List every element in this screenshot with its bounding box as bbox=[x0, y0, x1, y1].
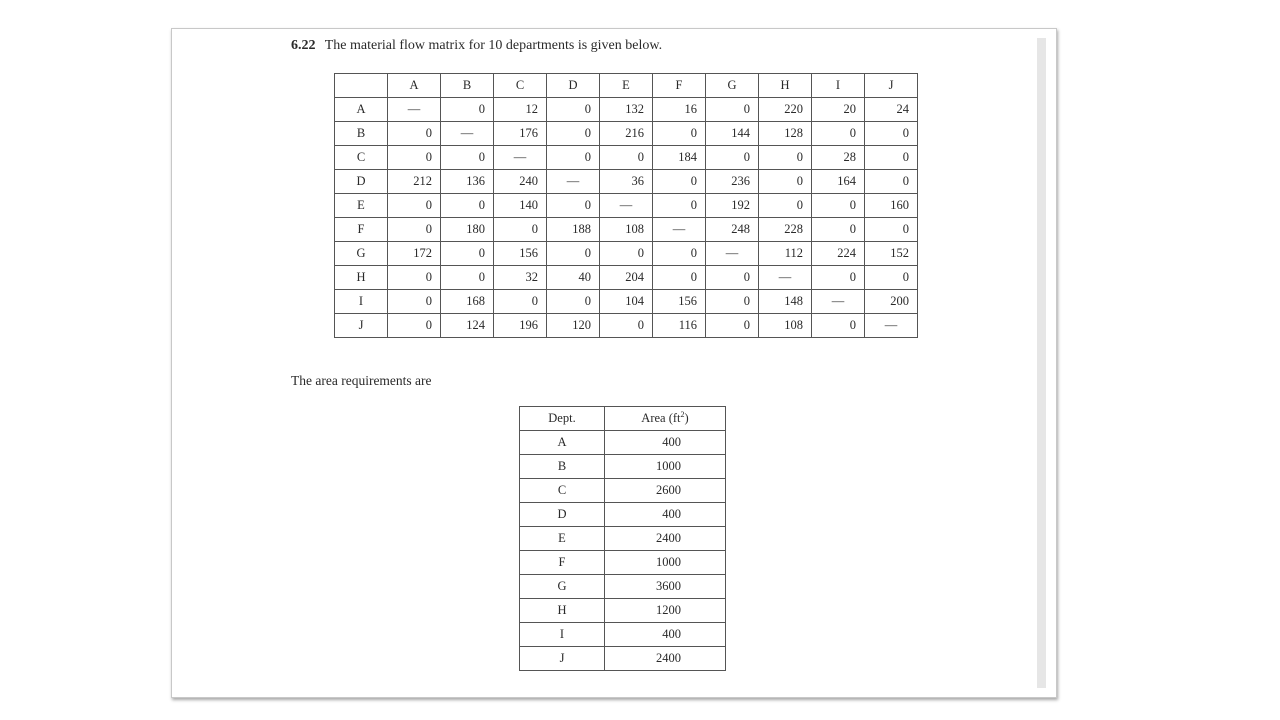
matrix-cell: 120 bbox=[547, 314, 600, 338]
matrix-cell: 0 bbox=[812, 218, 865, 242]
matrix-cell: 0 bbox=[547, 194, 600, 218]
area-cell: 2600 bbox=[605, 479, 726, 503]
area-row bbox=[520, 647, 726, 671]
column-header: H bbox=[759, 74, 812, 98]
matrix-cell: 0 bbox=[759, 170, 812, 194]
matrix-cell: 40 bbox=[547, 266, 600, 290]
matrix-cell: 228 bbox=[759, 218, 812, 242]
matrix-cell: 192 bbox=[706, 194, 759, 218]
matrix-cell: 0 bbox=[812, 314, 865, 338]
matrix-cell: 200 bbox=[865, 290, 918, 314]
matrix-cell: 0 bbox=[547, 242, 600, 266]
matrix-cell: 112 bbox=[759, 242, 812, 266]
matrix-cell: 0 bbox=[759, 146, 812, 170]
matrix-cell: 24 bbox=[865, 98, 918, 122]
matrix-cell: 148 bbox=[759, 290, 812, 314]
area-cell: 2400 bbox=[605, 527, 726, 551]
matrix-cell: 16 bbox=[653, 98, 706, 122]
matrix-cell: — bbox=[441, 122, 494, 146]
area-cell: 400 bbox=[605, 431, 726, 455]
matrix-cell: 0 bbox=[812, 266, 865, 290]
vertical-scrollbar[interactable] bbox=[1037, 38, 1046, 688]
matrix-cell: 0 bbox=[388, 290, 441, 314]
area-row bbox=[520, 431, 726, 455]
area-cell: 1000 bbox=[605, 551, 726, 575]
matrix-cell: 0 bbox=[547, 98, 600, 122]
matrix-cell: 0 bbox=[388, 266, 441, 290]
area-row bbox=[520, 527, 726, 551]
matrix-cell: — bbox=[865, 314, 918, 338]
matrix-cell: 0 bbox=[653, 122, 706, 146]
dept-cell: C bbox=[520, 479, 605, 503]
matrix-cell: 20 bbox=[812, 98, 865, 122]
matrix-cell: 104 bbox=[600, 290, 653, 314]
column-header: G bbox=[706, 74, 759, 98]
matrix-cell: — bbox=[812, 290, 865, 314]
row-header: C bbox=[335, 146, 388, 170]
matrix-cell: 108 bbox=[759, 314, 812, 338]
matrix-cell: 0 bbox=[865, 170, 918, 194]
dept-cell: B bbox=[520, 455, 605, 479]
dept-cell: J bbox=[520, 647, 605, 671]
matrix-cell: 0 bbox=[759, 194, 812, 218]
area-row bbox=[520, 575, 726, 599]
column-header: D bbox=[547, 74, 600, 98]
matrix-cell: 0 bbox=[653, 194, 706, 218]
matrix-cell: 0 bbox=[441, 146, 494, 170]
matrix-row bbox=[335, 170, 918, 194]
matrix-cell: 0 bbox=[706, 146, 759, 170]
matrix-row bbox=[335, 98, 918, 122]
matrix-cell: — bbox=[388, 98, 441, 122]
matrix-cell: 0 bbox=[600, 242, 653, 266]
matrix-cell: 0 bbox=[865, 146, 918, 170]
row-header: J bbox=[335, 314, 388, 338]
matrix-cell: 0 bbox=[547, 290, 600, 314]
matrix-cell: 0 bbox=[388, 146, 441, 170]
material-flow-matrix bbox=[334, 73, 918, 338]
dept-column-header: Dept. bbox=[520, 407, 605, 431]
matrix-row bbox=[335, 194, 918, 218]
matrix-cell: 152 bbox=[865, 242, 918, 266]
matrix-cell: 124 bbox=[441, 314, 494, 338]
dept-cell: F bbox=[520, 551, 605, 575]
column-header: I bbox=[812, 74, 865, 98]
area-column-header: Area $(ft^2)$ bbox=[605, 407, 726, 431]
column-header: C bbox=[494, 74, 547, 98]
matrix-cell: 0 bbox=[547, 146, 600, 170]
column-header: E bbox=[600, 74, 653, 98]
row-header: H bbox=[335, 266, 388, 290]
matrix-cell: 0 bbox=[865, 122, 918, 146]
area-cell: 400 bbox=[605, 503, 726, 527]
matrix-cell: 0 bbox=[706, 266, 759, 290]
matrix-corner-cell bbox=[335, 74, 388, 98]
matrix-cell: 248 bbox=[706, 218, 759, 242]
matrix-cell: 216 bbox=[600, 122, 653, 146]
area-cell: 2400 bbox=[605, 647, 726, 671]
matrix-cell: 0 bbox=[441, 194, 494, 218]
matrix-cell: — bbox=[494, 146, 547, 170]
matrix-header-row bbox=[335, 74, 918, 98]
matrix-cell: — bbox=[600, 194, 653, 218]
matrix-cell: 184 bbox=[653, 146, 706, 170]
matrix-cell: 220 bbox=[759, 98, 812, 122]
matrix-row bbox=[335, 146, 918, 170]
matrix-cell: 0 bbox=[600, 146, 653, 170]
matrix-cell: 0 bbox=[441, 242, 494, 266]
matrix-cell: 212 bbox=[388, 170, 441, 194]
matrix-cell: 0 bbox=[653, 242, 706, 266]
matrix-cell: 144 bbox=[706, 122, 759, 146]
row-header: G bbox=[335, 242, 388, 266]
area-intro-text: The area requirements are bbox=[291, 373, 432, 388]
matrix-cell: 224 bbox=[812, 242, 865, 266]
matrix-cell: 236 bbox=[706, 170, 759, 194]
row-header: A bbox=[335, 98, 388, 122]
dept-cell: I bbox=[520, 623, 605, 647]
matrix-cell: 156 bbox=[653, 290, 706, 314]
matrix-cell: 0 bbox=[388, 218, 441, 242]
matrix-cell: 160 bbox=[865, 194, 918, 218]
row-header: E bbox=[335, 194, 388, 218]
area-cell: 400 bbox=[605, 623, 726, 647]
area-row bbox=[520, 479, 726, 503]
matrix-cell: 0 bbox=[388, 314, 441, 338]
matrix-cell: 0 bbox=[388, 122, 441, 146]
column-header: B bbox=[441, 74, 494, 98]
problem-heading bbox=[291, 38, 662, 54]
matrix-cell: 108 bbox=[600, 218, 653, 242]
matrix-cell: — bbox=[759, 266, 812, 290]
matrix-row bbox=[335, 242, 918, 266]
matrix-cell: 0 bbox=[494, 290, 547, 314]
problem-statement: The material flow matrix for 10 departments is given below. bbox=[324, 38, 663, 53]
matrix-cell: 240 bbox=[494, 170, 547, 194]
matrix-cell: 36 bbox=[600, 170, 653, 194]
matrix-row bbox=[335, 314, 918, 338]
matrix-cell: — bbox=[547, 170, 600, 194]
matrix-cell: 180 bbox=[441, 218, 494, 242]
matrix-row bbox=[335, 122, 918, 146]
dept-cell: H bbox=[520, 599, 605, 623]
column-header: A bbox=[388, 74, 441, 98]
matrix-cell: 0 bbox=[706, 98, 759, 122]
area-header-row bbox=[520, 407, 726, 431]
matrix-cell: 140 bbox=[494, 194, 547, 218]
matrix-cell: 156 bbox=[494, 242, 547, 266]
problem-number: 6.22 bbox=[291, 38, 316, 53]
row-header: B bbox=[335, 122, 388, 146]
matrix-cell: 0 bbox=[388, 194, 441, 218]
dept-cell: D bbox=[520, 503, 605, 527]
matrix-cell: 32 bbox=[494, 266, 547, 290]
area-cell: 1200 bbox=[605, 599, 726, 623]
area-row bbox=[520, 455, 726, 479]
matrix-cell: 196 bbox=[494, 314, 547, 338]
matrix-cell: 0 bbox=[706, 314, 759, 338]
area-row bbox=[520, 503, 726, 527]
area-cell: 3600 bbox=[605, 575, 726, 599]
matrix-cell: 168 bbox=[441, 290, 494, 314]
dept-cell: G bbox=[520, 575, 605, 599]
matrix-cell: 0 bbox=[706, 290, 759, 314]
matrix-cell: 0 bbox=[812, 194, 865, 218]
matrix-cell: — bbox=[653, 218, 706, 242]
row-header: D bbox=[335, 170, 388, 194]
area-row bbox=[520, 599, 726, 623]
matrix-cell: 116 bbox=[653, 314, 706, 338]
area-requirements-table bbox=[519, 406, 726, 671]
matrix-cell: 0 bbox=[653, 266, 706, 290]
dept-cell: E bbox=[520, 527, 605, 551]
area-row bbox=[520, 551, 726, 575]
matrix-cell: 164 bbox=[812, 170, 865, 194]
area-cell: 1000 bbox=[605, 455, 726, 479]
matrix-cell: 188 bbox=[547, 218, 600, 242]
matrix-cell: 0 bbox=[653, 170, 706, 194]
matrix-cell: 0 bbox=[441, 98, 494, 122]
matrix-row bbox=[335, 266, 918, 290]
row-header: I bbox=[335, 290, 388, 314]
matrix-row bbox=[335, 290, 918, 314]
matrix-cell: 0 bbox=[441, 266, 494, 290]
matrix-row bbox=[335, 218, 918, 242]
matrix-cell: — bbox=[706, 242, 759, 266]
column-header: J bbox=[865, 74, 918, 98]
matrix-cell: 0 bbox=[600, 314, 653, 338]
matrix-cell: 0 bbox=[865, 266, 918, 290]
matrix-cell: 0 bbox=[494, 218, 547, 242]
matrix-cell: 132 bbox=[600, 98, 653, 122]
matrix-cell: 204 bbox=[600, 266, 653, 290]
matrix-cell: 28 bbox=[812, 146, 865, 170]
row-header: F bbox=[335, 218, 388, 242]
matrix-cell: 136 bbox=[441, 170, 494, 194]
matrix-cell: 0 bbox=[865, 218, 918, 242]
matrix-cell: 12 bbox=[494, 98, 547, 122]
matrix-cell: 176 bbox=[494, 122, 547, 146]
matrix-cell: 0 bbox=[812, 122, 865, 146]
column-header: F bbox=[653, 74, 706, 98]
matrix-cell: 172 bbox=[388, 242, 441, 266]
matrix-cell: 0 bbox=[547, 122, 600, 146]
dept-cell: A bbox=[520, 431, 605, 455]
area-row bbox=[520, 623, 726, 647]
matrix-cell: 128 bbox=[759, 122, 812, 146]
